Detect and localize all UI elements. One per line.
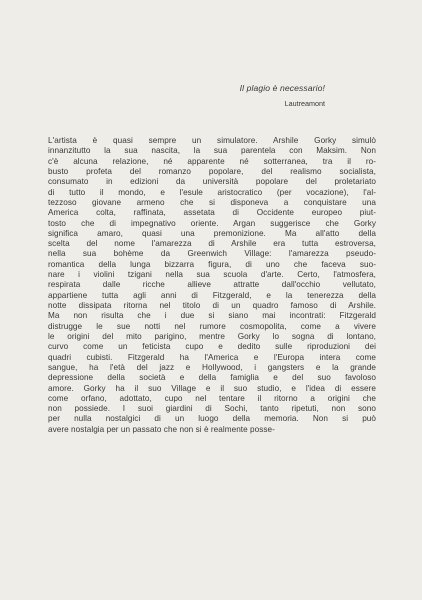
body-line: respirata dalle ricche allieve attratte dall'occhio vellutato, (48, 280, 376, 290)
body-line: America colta, raffinata, assetata di Occidente europeo piut- (48, 208, 376, 218)
body-line: tezzoso giovane armeno che si disponeva a conquistare una (48, 197, 376, 207)
body-line: c'è alcuna relazione, né apparente né sotterranea, tra il ro- (48, 156, 376, 166)
body-line: quadri cubisti. Fitzgerald ha l'America e l'Europa intera come (48, 352, 376, 362)
body-line: nare i violini tzigani nella sua scuola d'arte. Certo, l'atmosfera, (48, 270, 376, 280)
body-line: nella sua bohème da Greenwich Village: l'amarezza pseudo- (48, 249, 376, 259)
body-line: significa amaro, quasi una premonizione. Ma all'atto della (48, 228, 376, 238)
body-line: avere nostalgia per un passato che non si è realmente posse- (48, 424, 275, 434)
body-line: le origini del mito parigino, mentre Gorky lo sogna di lontano, (48, 331, 376, 341)
body-paragraph (48, 136, 376, 435)
body-line: per nulla nostalgici di un luogo della memoria. Non si può (48, 414, 376, 424)
body-line: busto profeta del romanzo popolare, del realismo socialista, (48, 166, 376, 176)
body-line: amore. Gorky ha il suo Village e il suo studio, e l'idea di essere (48, 383, 376, 393)
body-line: curvo come un feticista cupo e dedito sulle riproduzioni dei (48, 342, 376, 352)
body-line: sangue, ha l'età del jazz e Hollywood, i gangsters e la grande (48, 362, 376, 372)
body-line: tosto che di impegnativo oriente. Argan suggerisce che Gorky (48, 218, 376, 228)
body-line: scelta del nome l'amarezza di Arshile era tutta estroversa, (48, 239, 376, 249)
body-line: appartiene tutta agli anni di Fitzgerald, e la tenerezza della (48, 290, 376, 300)
epigraph-author: Lautreamont (284, 99, 325, 108)
body-line: non possiede. I suoi giardini di Sochi, tanto ripetuti, non sono (48, 404, 376, 414)
body-line: innanzitutto la sua nascita, la sua parentela con Maksim. Non (48, 146, 376, 156)
body-line: L'artista è quasi sempre un simulatore. Arshile Gorky simulò (48, 136, 376, 145)
body-line: di tutto il mondo, e l'esule aristocratico (per vocazione), l'al- (48, 187, 376, 197)
body-line: romantica della lunga bizzarra figura, di uno che faceva suo- (48, 259, 376, 269)
body-line: notte dissipata ritorna nel titolo di un quadro famoso di Arshile. (48, 301, 376, 310)
epigraph (240, 83, 325, 109)
epigraph-quote: Il plagio è necessario! (239, 83, 325, 93)
body-line: consumato in edizioni da università popolare del proletariato (48, 177, 376, 187)
body-line: distrugge le sue notti nel rumore cosmopolita, come a vivere (48, 321, 376, 331)
body-line: come orfano, adottato, cupo nel tentare il ritorno a origini che (48, 393, 376, 403)
body-line: Ma non risulta che i due si siano mai incontrati: Fitzgerald (48, 311, 376, 321)
body-line: depressione della società e della famiglia e del suo favoloso (48, 373, 376, 383)
